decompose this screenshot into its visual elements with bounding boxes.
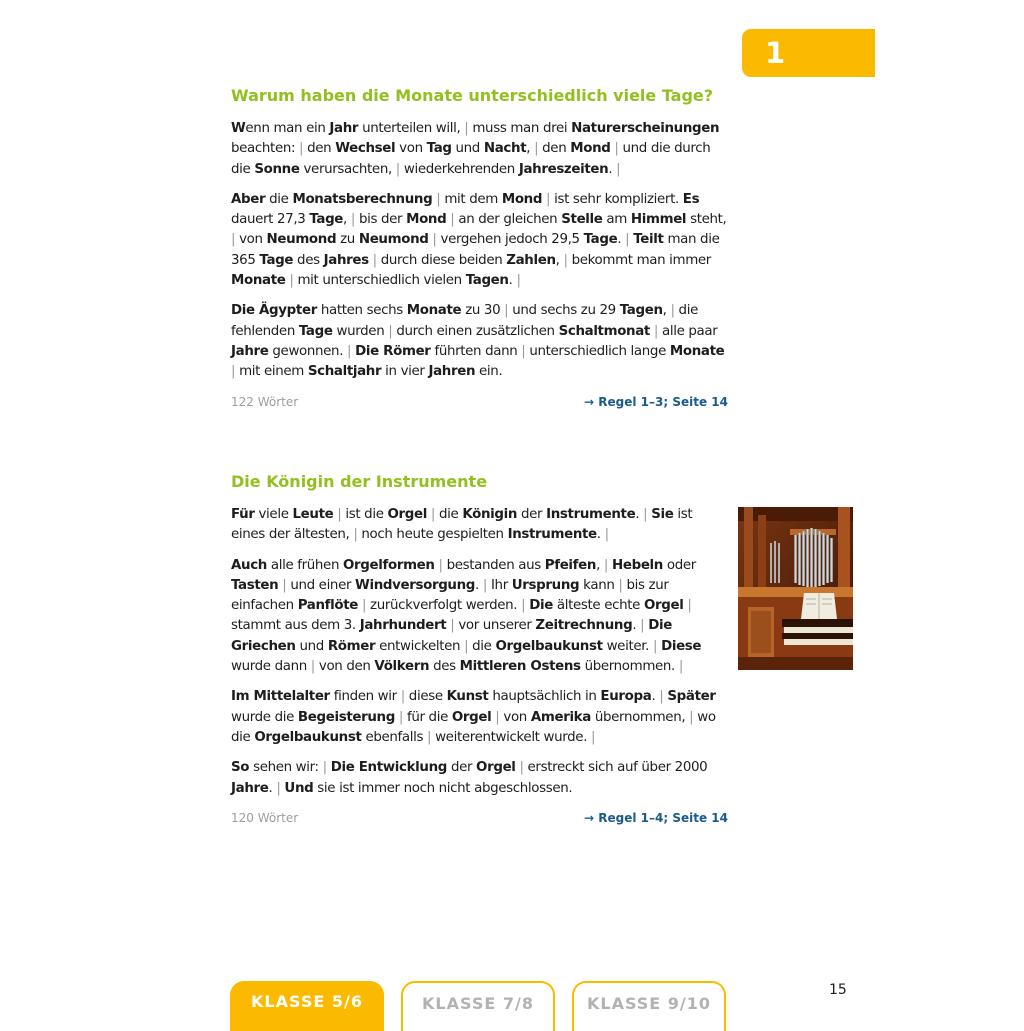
text-run: steht,: [686, 212, 727, 228]
bold-word: Tage: [309, 212, 344, 228]
text-run: in vier: [381, 364, 429, 380]
text-run: der: [517, 507, 547, 522]
text-run: entwickelten: [375, 638, 465, 654]
bold-word: Mond: [501, 191, 543, 207]
bold-word: Tagen: [465, 273, 509, 289]
phrase-separator: |: [450, 212, 455, 228]
bold-word: Auch: [231, 557, 267, 573]
text-run: durch diese beiden: [376, 252, 507, 268]
bold-word: Mond: [406, 212, 447, 228]
paragraph: [231, 301, 728, 382]
phrase-separator: |: [231, 364, 236, 380]
bold-word: Monatsberechnung: [292, 191, 433, 207]
bold-word: Begeisterung: [297, 709, 395, 725]
phrase-separator: |: [659, 689, 664, 705]
bold-word: Aber: [231, 191, 266, 207]
text-run: unterteilen will,: [358, 121, 465, 136]
phrase-separator: |: [276, 780, 281, 796]
bold-word: Orgel: [476, 760, 516, 776]
bold-word: Monate: [669, 343, 725, 359]
bold-word: Es: [682, 191, 700, 207]
bold-word: Jahrhundert: [359, 618, 447, 634]
text-run: ist sehr kompliziert.: [550, 191, 683, 207]
text-run: und die durch die: [231, 141, 711, 177]
bold-word: Panflöte: [297, 598, 359, 614]
phrase-separator: |: [521, 598, 526, 614]
phrase-separator: |: [438, 557, 443, 573]
text-run: mit einem: [235, 364, 308, 380]
text-run: finden wir: [329, 689, 401, 705]
bold-word: Neumond: [358, 232, 429, 248]
phrase-separator: |: [430, 507, 436, 522]
section-footer: [231, 395, 728, 409]
bold-word: Tage: [583, 232, 618, 248]
bold-word: Die Entwicklung: [330, 760, 448, 776]
bold-word: Jahr: [329, 121, 359, 136]
text-run: kann: [579, 577, 619, 593]
text-run: ,: [555, 252, 564, 268]
phrase-separator: |: [618, 577, 623, 593]
tab-klasse-7-8[interactable]: KLASSE 7/8: [401, 981, 555, 1031]
text-run: noch heute gespielten: [357, 527, 508, 543]
phrase-separator: |: [504, 303, 509, 319]
text-run: übernommen.: [580, 659, 679, 675]
bold-word: Tage: [259, 252, 294, 268]
text-run: durch einen zusätzlichen: [392, 323, 559, 339]
text-run: gewonnen.: [268, 343, 348, 359]
phrase-separator: |: [388, 323, 393, 339]
phrase-separator: |: [689, 709, 694, 725]
text-run: oder: [662, 557, 696, 573]
phrase-separator: |: [347, 343, 352, 359]
text-run: vor unserer: [454, 618, 536, 634]
bold-word: Jahre: [231, 780, 269, 796]
bold-word: Instrumente: [546, 507, 636, 522]
phrase-separator: |: [603, 557, 609, 573]
text-run: die fehlenden: [231, 303, 698, 339]
phrase-separator: |: [289, 273, 294, 289]
text-run: ,: [596, 557, 604, 573]
section-months: [231, 86, 728, 409]
text-run: .: [268, 780, 277, 796]
bold-word: Für: [231, 507, 255, 522]
phrase-separator: |: [519, 760, 524, 776]
phrase-separator: |: [427, 729, 432, 745]
phrase-separator: |: [516, 273, 521, 289]
phrase-separator: |: [495, 709, 500, 725]
bold-word: Leute: [292, 507, 334, 522]
phrase-separator: |: [372, 252, 377, 268]
bold-word: Nacht: [483, 141, 527, 157]
text-run: übernommen,: [590, 709, 690, 725]
phrase-separator: |: [563, 252, 568, 268]
bold-word: Orgelbaukunst: [254, 729, 362, 745]
bold-word: Teilt: [633, 232, 664, 248]
bold-word: Instrumente: [507, 527, 597, 543]
text-run: am: [602, 212, 631, 228]
text-run: der: [447, 760, 477, 776]
bold-word: Tasten: [231, 577, 279, 593]
text-run: zu 30: [461, 303, 505, 319]
section-organ: [231, 472, 728, 825]
phrase-separator: |: [687, 598, 692, 614]
phrase-separator: |: [625, 232, 630, 248]
text-run: des: [429, 659, 460, 675]
text-run: und sechs zu 29: [508, 303, 620, 319]
text-run: wiederkehrenden: [399, 161, 519, 177]
tab-klasse-5-6[interactable]: KLASSE 5/6: [230, 981, 384, 1031]
text-run: für die: [403, 709, 452, 725]
paragraph: [231, 556, 728, 678]
bold-word: Europa: [600, 689, 652, 705]
bold-word: Die Römer: [355, 343, 431, 359]
text-run: von: [499, 709, 531, 725]
text-run: muss man drei: [468, 121, 572, 136]
text-run: verursachten,: [299, 161, 396, 177]
text-run: alle paar: [658, 323, 718, 339]
bold-word: Mittleren Ostens: [459, 659, 581, 675]
text-run: von den: [314, 659, 375, 675]
text-run: ein.: [475, 364, 503, 380]
phrase-separator: |: [464, 121, 469, 136]
phrase-separator: |: [350, 212, 356, 228]
bold-word: Schaltjahr: [307, 364, 382, 380]
text-run: ebenfalls: [361, 729, 427, 745]
phrase-separator: |: [398, 709, 404, 725]
bold-word: Kunst: [446, 689, 489, 705]
bold-word: Sie: [651, 507, 674, 522]
text-run: beachten:: [231, 141, 300, 157]
bold-word: Wechsel: [335, 141, 396, 157]
phrase-separator: |: [395, 161, 400, 177]
text-run: viele: [254, 507, 293, 522]
text-run: bekommt man immer: [567, 252, 711, 268]
phrase-separator: |: [640, 618, 645, 634]
phrase-separator: |: [464, 638, 469, 654]
bold-word: Im Mittelalter: [231, 689, 330, 705]
bold-word: Orgelbaukunst: [495, 638, 603, 654]
text-run: von: [395, 141, 427, 157]
phrase-separator: |: [643, 507, 648, 522]
page-number: 15: [829, 982, 847, 998]
phrase-separator: |: [436, 191, 441, 207]
phrase-separator: |: [482, 577, 488, 593]
organ-photo: [738, 507, 853, 670]
text-run: stammt aus dem 3.: [231, 618, 360, 634]
text-run: sie ist immer noch nicht abgeschlossen.: [313, 780, 573, 796]
text-run: mit dem: [440, 191, 502, 207]
text-run: ,: [662, 303, 671, 319]
text-run: die: [265, 191, 293, 207]
text-run: die: [435, 507, 463, 522]
text-run: erstreckt sich auf über 2000: [523, 760, 708, 776]
bold-word: Tag: [426, 141, 452, 157]
text-run: mit unterschiedlich vielen: [293, 273, 466, 289]
text-run: weiter.: [602, 638, 653, 654]
phrase-separator: |: [591, 729, 596, 745]
bold-word: Orgelformen: [343, 557, 435, 573]
text-run: Ihr: [487, 577, 512, 593]
text-run: bis der: [355, 212, 407, 228]
phrase-separator: |: [450, 618, 455, 634]
text-run: den: [538, 141, 571, 157]
bold-word: Hebeln: [612, 557, 663, 573]
rule-reference-link[interactable]: → Regel 1–3; Seite 14: [584, 394, 728, 409]
bold-word: Königin: [462, 507, 518, 522]
text-run: wurde dann: [231, 659, 311, 675]
bold-word: Tagen: [619, 303, 663, 319]
text-run: .: [608, 161, 617, 177]
phrase-separator: |: [322, 760, 327, 776]
text-run: von: [235, 232, 267, 248]
phrase-separator: |: [299, 141, 304, 157]
bold-word: Naturerscheinungen: [571, 121, 720, 136]
phrase-separator: |: [652, 638, 658, 654]
bold-word: Stelle: [561, 212, 603, 228]
bold-word: Zeitrechnung: [535, 618, 633, 634]
text-run: hatten sechs: [316, 303, 407, 319]
text-run: zu: [336, 232, 359, 248]
phrase-separator: |: [231, 232, 236, 248]
text-run: wurde die: [231, 709, 298, 725]
text-run: sehen wir:: [249, 760, 323, 776]
bold-word: Pfeifen: [544, 557, 597, 573]
bold-word: Und: [284, 780, 314, 796]
text-run: .: [635, 507, 644, 522]
text-run: weiterentwickelt wurde.: [431, 729, 592, 745]
text-run: ist eines der ältesten,: [231, 507, 693, 543]
phrase-separator: |: [534, 141, 539, 157]
bold-word: Jahre: [231, 343, 269, 359]
paragraph: [231, 505, 728, 546]
text-run: man die 365: [231, 232, 720, 268]
bold-word: Ursprung: [511, 577, 580, 593]
text-run: vergehen jedoch 29,5: [436, 232, 584, 248]
rule-reference-link[interactable]: → Regel 1–4; Seite 14: [584, 810, 728, 825]
bold-word: Die Ägypter: [231, 303, 317, 319]
phrase-separator: |: [616, 161, 621, 177]
text-run: älteste echte: [552, 598, 644, 614]
bold-word: Neumond: [266, 232, 337, 248]
chapter-number-tab: 1: [742, 29, 875, 77]
bold-word: Später: [667, 689, 716, 705]
bold-word: Völkern: [374, 659, 430, 675]
bold-word: Sonne: [254, 161, 300, 177]
phrase-separator: |: [400, 689, 405, 705]
text-run: .: [632, 618, 641, 634]
word-count: 122 Wörter: [231, 394, 299, 409]
text-run: führten dann: [430, 343, 522, 359]
phrase-separator: |: [604, 527, 609, 543]
bold-word: Amerika: [530, 709, 591, 725]
text-run: .: [617, 232, 626, 248]
text-run: wurden: [332, 323, 389, 339]
phrase-separator: |: [521, 343, 526, 359]
bold-word: Die: [529, 598, 553, 614]
text-run: ,: [343, 212, 351, 228]
text-run: und: [295, 638, 328, 654]
bold-word: Orgel: [643, 598, 684, 614]
text-run: zurückverfolgt werden.: [366, 598, 522, 614]
phrase-separator: |: [432, 232, 437, 248]
bold-word: Jahreszeiten: [518, 161, 609, 177]
text-run: wo die: [231, 709, 716, 745]
section-footer: [231, 811, 728, 825]
phrase-separator: |: [653, 323, 659, 339]
phrase-separator: |: [353, 527, 358, 543]
section-title: Die Königin der Instrumente: [231, 472, 488, 491]
text-run: unterschiedlich lange: [525, 343, 670, 359]
phrase-separator: |: [678, 659, 684, 675]
text-run: .: [651, 689, 660, 705]
text-run: enn man ein: [245, 121, 330, 136]
bold-word: Schaltmonat: [558, 323, 650, 339]
paragraph: [231, 758, 728, 799]
bold-word: Diese: [661, 638, 702, 654]
text-run: an der gleichen: [454, 212, 562, 228]
paragraph: [231, 687, 728, 748]
phrase-separator: |: [546, 191, 551, 207]
phrase-separator: |: [361, 598, 367, 614]
text-run: des: [293, 252, 324, 268]
phrase-separator: |: [310, 659, 315, 675]
text-run: hauptsächlich in: [488, 689, 601, 705]
section-title: Warum haben die Monate unterschiedlich viele Tage?: [231, 86, 714, 105]
phrase-separator: |: [614, 141, 619, 157]
text-run: .: [596, 527, 605, 543]
bold-word: Zahlen: [506, 252, 556, 268]
bold-word: Mond: [570, 141, 611, 157]
text-run: dauert 27,3: [231, 212, 310, 228]
text-run: diese: [404, 689, 447, 705]
text-run: bis zur einfachen: [231, 577, 669, 614]
text-run: ist die: [341, 507, 388, 522]
phrase-separator: |: [670, 303, 675, 319]
bold-word: Monate: [406, 303, 462, 319]
text-run: ,: [526, 141, 535, 157]
bold-word: Windversorgung: [355, 577, 476, 593]
phrase-separator: |: [337, 507, 342, 522]
text-run: .: [508, 273, 517, 289]
bold-word: Die Griechen: [231, 618, 673, 654]
text-run: und einer: [286, 577, 356, 593]
bold-word: Himmel: [630, 212, 687, 228]
bold-word: So: [231, 760, 250, 776]
text-run: .: [475, 577, 483, 593]
bold-word: Monate: [231, 273, 286, 289]
bold-word: Orgel: [387, 507, 427, 522]
tab-klasse-9-10[interactable]: KLASSE 9/10: [572, 981, 726, 1031]
bold-word: Jahren: [428, 364, 476, 380]
bold-word: Jahres: [323, 252, 369, 268]
bold-word: W: [231, 121, 246, 136]
bold-word: Orgel: [451, 709, 492, 725]
bold-word: Römer: [327, 638, 376, 654]
paragraph: [231, 119, 728, 180]
paragraph: [231, 190, 728, 291]
bold-word: Tage: [298, 323, 333, 339]
text-run: alle frühen: [266, 557, 343, 573]
text-run: und: [451, 141, 484, 157]
text-run: bestanden aus: [442, 557, 545, 573]
text-run: den: [303, 141, 336, 157]
phrase-separator: |: [282, 577, 287, 593]
word-count: 120 Wörter: [231, 810, 299, 825]
text-run: die: [468, 638, 496, 654]
